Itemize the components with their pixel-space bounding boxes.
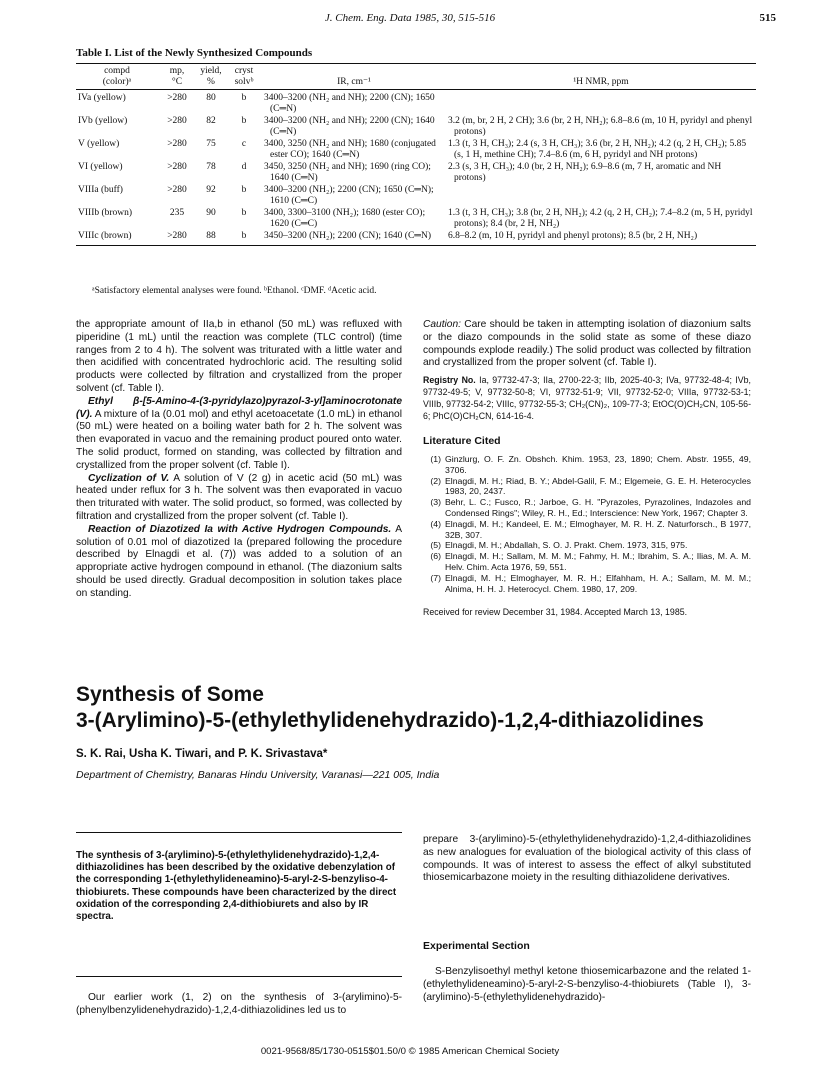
paragraph-caution: Caution: Care should be taken in attempting isolation of diazonium salts or the diazo compounds in the solid state as some of these diazo compounds explode readily.) The solid product was collected by filtration and crystallized from the proper solvent (cf. Table I). [423,319,751,369]
abstract-top-rule [76,832,402,833]
cell-yield: 80 [206,93,216,103]
cell-ir: 3400–3200 (NH₂ and NH); 2200 (CN); 1650 (C═N) [264,93,435,114]
paragraph-cyclization: Cyclization of V. A solution of V (2 g) in acetic acid (50 mL) was heated under reflux for 3 h. The solvent was then evaporated in vacuo then triturated with water. The solid product, so formed, was collected by filtration and crystallized from the proper solvent (cf. Table I). [76,472,402,522]
header-ir: IR, cm⁻¹ [337,77,371,87]
cell-nmr [446,90,756,116]
header-nmr: ¹H NMR, ppm [573,77,629,87]
table-row [76,184,756,207]
cell-ir: 3450–3200 (NH₂); 2200 (CN); 1640 (C═N) [264,231,432,241]
cell-mp: >280 [167,93,187,103]
cell-ir: 3400–3200 (NH₂); 2200 (CN); 1650 (C═N); 1610 (C═C) [264,185,434,206]
cell-solv: b [241,208,247,218]
reference-number: (3) [430,497,441,508]
cell-mp: 235 [169,208,185,218]
cell-mp: >280 [167,185,187,195]
abstract-bottom-rule [76,976,402,977]
table-caption: Table I. List of the Newly Synthesized Compounds [76,47,313,59]
article-affiliation: Department of Chemistry, Banaras Hindu University, Varanasi—221 005, India [76,769,440,781]
experimental-paragraph: S-Benzylisoethyl methyl ketone thiosemicarbazone and the related 1-(ethylethylideneamino)-5-aryl-2-S-benzyliso-4-thiobiurets (Table I), 3-(arylimino)-5-(ethylethylidenehydrazido)- [423,966,751,1003]
page-number: 515 [759,12,776,24]
reference-text: Elnagdi, M. H.; Riad, B. Y.; Abdel-Galil, F. M.; Elgemeie, G. E. H. Heterocycles 1983, 20, 2437. [445,475,751,497]
cell-compd: V (yellow) [78,139,120,149]
cell-solv: c [241,139,247,149]
cell-ir: 3400, 3300–3100 (NH₂); 1680 (ester CO); 1620 (C═C) [264,208,426,229]
reference-text: Elnagdi, M. H.; Kandeel, E. M.; Elmoghayer, M. R. H. Z. Naturforsch., B 1977, 32B, 307. [445,518,751,540]
reference-text: Elnagdi, M. H.; Sallam, M. M. M.; Fahmy, H. M.; Ibrahim, S. A.; Ilias, M. A. M. Helv. Chim. Acta 1976, 59, 551. [445,551,751,572]
cell-yield: 75 [206,139,216,149]
cell-mp: >280 [167,139,187,149]
subheading-diazotized: Reaction of Diazotized Ia with Active Hydrogen Compounds. [88,523,392,535]
header-compd: compd (color)ᵃ [102,66,132,87]
table-row [76,161,756,184]
table-row [76,90,756,116]
reference-item [423,551,751,573]
reference-number: (2) [430,475,441,486]
reference-text: Elnagdi, M. H.; Elmoghayer, M. R. H.; Elfahham, H. A.; Sallam, M. M. M.; Alnima, H. H. J. Heterocycl. Chem. 1980, 17, 209. [445,572,751,594]
cell-nmr: 1.3 (t, 3 H, CH₃); 2.4 (s, 3 H, CH₃); 3.6 (br, 2 H, NH₂); 4.2 (q, 2 H, CH₂); 5.85 (s, 1 H, methine CH); 7.4–8.6 (m, 6 H, pyridyl and NH protons) [448,139,747,160]
cell-solv: b [241,93,247,103]
cell-nmr: 3.2 (m, br, 2 H, 2 CH); 3.6 (br, 2 H, NH₂); 6.8–8.6 (m, 10 H, pyridyl and phenyl protons) [448,116,753,137]
compounds-table [76,63,756,246]
reference-item [423,573,751,595]
cell-compd: VIIIc (brown) [78,231,132,241]
intro-paragraph-start: Our earlier work (1, 2) on the synthesis of 3-(arylimino)-5-(phenylbenzylidenehydrazido)-1,2,4-dithiazolidines led us to [76,992,402,1016]
cell-yield: 92 [206,185,216,195]
cell-solv: b [241,185,247,195]
right-column [423,319,751,619]
reference-item [423,540,751,551]
cell-solv: d [241,162,247,172]
table-row [76,207,756,230]
intro-paragraph-continued: prepare 3-(arylimino)-5-(ethylethylidenehydrazido)-1,2,4-dithiazolidines as new analogues for evaluation of the biological activity of this class of compounds. It was of interest to assess the effect of alkyl substituted thiosemicarbazone moiety in the resulting dithiazolidene derivatives. [423,834,751,884]
reference-number: (4) [430,518,441,529]
header-yield: yield, % [200,66,222,87]
left-column [76,319,402,601]
running-head [0,12,820,28]
table-footnote: ᵃSatisfactory elemental analyses were found. ᵇEthanol. ᶜDMF. ᵈAcetic acid. [92,286,377,296]
paragraph-ethyl-crotonate: Ethyl β-[5-Amino-4-(3-pyridylazo)pyrazol-3-yl]aminocrotonate (V). A mixture of Ia (0.01 mol) and ethyl acetoacetate (1.0 mL) in ethanol (50 mL) were heated on a boiling water bath for 2 h. The solvent was then evaporated in vacuo and the remaining product poured onto water. The solid product, formed on standing, was collected by filtration and crystallized from the proper solvent (cf. Table I). [76,395,402,471]
abstract: The synthesis of 3-(arylimino)-5-(ethylethylidenehydrazido)-1,2,4-dithiazolidines has been described by the oxidative debenzylation of the corresponding 1-(ethylethylideneamino)-5-aryl-2-S-benzyliso-4-thiobiurets. These compounds have been characterized by the direct oxidation of the corresponding 2,4-dithiobiurets and also by IR spectra. [76,850,397,923]
cell-compd: VIIIb (brown) [78,208,133,218]
journal-citation: J. Chem. Eng. Data 1985, 30, 515-516 [324,12,496,24]
reference-text: Elnagdi, M. H.; Abdallah, S. O. J. Prakt. Chem. 1973, 315, 975. [445,540,688,551]
article-authors: S. K. Rai, Usha K. Tiwari, and P. K. Srivastava* [76,748,328,760]
page-footer: 0021-9568/85/1730-0515$01.50/0 © 1985 American Chemical Society [260,1046,560,1057]
reference-text: Ginzlurg, O. F. Zn. Obshch. Khim. 1953, 23, 1890; Chem. Abstr. 1955, 49, 3706. [445,453,751,475]
literature-heading: Literature Cited [423,435,501,448]
cell-ir: 3400–3200 (NH₂ and NH); 2200 (CN); 1640 (C═N) [264,116,435,137]
experimental-heading: Experimental Section [423,940,530,952]
cell-mp: >280 [167,116,187,126]
paragraph-diazotized: Reaction of Diazotized Ia with Active Hydrogen Compounds. A solution of 0.01 mol of diazotized Ia (prepared following the procedure described by Elnagdi et al. (7)) was added to a solution of an appropriate active hydrogen compound in ethanol. (The diazonium salts should be used directly. Gradual decomposition in solution takes place on standing. [76,523,402,599]
cell-nmr: 6.8–8.2 (m, 10 H, pyridyl and phenyl protons); 8.5 (br, 2 H, NH₂) [448,231,698,241]
reference-number: (7) [430,572,441,583]
cell-nmr [446,184,756,207]
reference-item [423,497,751,519]
subheading-ethyl-crotonate: Ethyl β-[5-Amino-4-(3-pyridylazo)pyrazol-3-yl]aminocrotonate (V). [76,395,402,420]
caution-label: Caution: [423,319,461,330]
cell-compd: VIIIa (buff) [78,185,123,195]
cell-ir: 3450, 3250 (NH₂ and NH); 1690 (ring CO); 1640 (C═N) [264,162,431,183]
cell-yield: 90 [206,208,216,218]
cell-compd: IVa (yellow) [78,93,126,103]
paragraph-procedure: the appropriate amount of IIa,b in ethanol (50 mL) was refluxed with piperidine (1 mL) until the reaction was complete (TLC control) (time ranges from 2 to 4 h). The solvent was triturated with a little water and then acidified with concentrated hydrochloric acid. The resulting solid products were collected by filtration and crystallized from the proper solvent (cf. Table I). [76,319,402,394]
reference-number: (5) [430,540,441,551]
reference-text: Behr, L. C.; Fusco, R.; Jarboe, G. H. "Pyrazoles, Pyrazolines, Indazoles and Condensed Rings"; Wiley, R. H., Ed.; Interscience: New York, 1967; Chapter 3. [445,497,751,518]
cell-yield: 82 [206,116,216,126]
reference-number: (1) [430,453,441,464]
subheading-cyclization: Cyclization of V. [88,472,170,484]
reference-list [423,454,751,594]
table-row [76,138,756,161]
reference-number: (6) [430,551,441,562]
header-solv: cryst solvᵇ [234,66,254,87]
cell-solv: b [241,116,247,126]
cell-mp: >280 [167,231,187,241]
reference-item [423,519,751,541]
cell-compd: IVb (yellow) [78,116,128,126]
header-mp: mp, °C [169,66,185,87]
table-row [76,230,756,246]
cell-nmr: 2.3 (s, 3 H, CH₃); 4.0 (br, 2 H, NH₂); 6.9–8.6 (m, 7 H, aromatic and NH protons) [448,162,722,183]
table-row [76,115,756,138]
cell-nmr: 1.3 (t, 3 H, CH₃); 3.8 (br, 2 H, NH₂); 4.2 (q, 2 H, CH₂); 7.4–8.2 (m, 5 H, pyridyl protons); 8.4 (br, 2 H, NH₂) [448,208,753,229]
cell-yield: 88 [206,231,216,241]
cell-solv: b [241,231,247,241]
article-title: Synthesis of Some 3-(Arylimino)-5-(ethylethylidenehydrazido)-1,2,4-dithiazolidines [76,683,704,732]
received-note: Received for review December 31, 1984. Accepted March 13, 1985. [423,607,688,618]
reference-item [423,476,751,498]
cell-ir: 3400, 3250 (NH₂ and NH); 1680 (conjugated ester CO); 1640 (C═N) [264,139,436,160]
registry-numbers: Registry No. Ia, 97732-47-3; IIa, 2700-22-3; IIb, 2025-40-3; IVa, 97732-48-4; IVb, 97732-49-5; V, 97732-50-8; VI, 97732-51-9; VII, 97732-52-0; VIIIa, 97732-53-1; VIIIb, 97732-54-2; VIIIc, 97732-55-3; CH₂(CN)₂, 109-77-3; EtOC(O)CH₂CN, 105-56-6; PhC(O)CH₂CN, 614-16-4. [423,375,751,422]
cell-compd: VI (yellow) [78,162,123,172]
cell-yield: 78 [206,162,216,172]
table-header-row [76,64,756,90]
cell-mp: >280 [167,162,187,172]
reference-item [423,454,751,476]
